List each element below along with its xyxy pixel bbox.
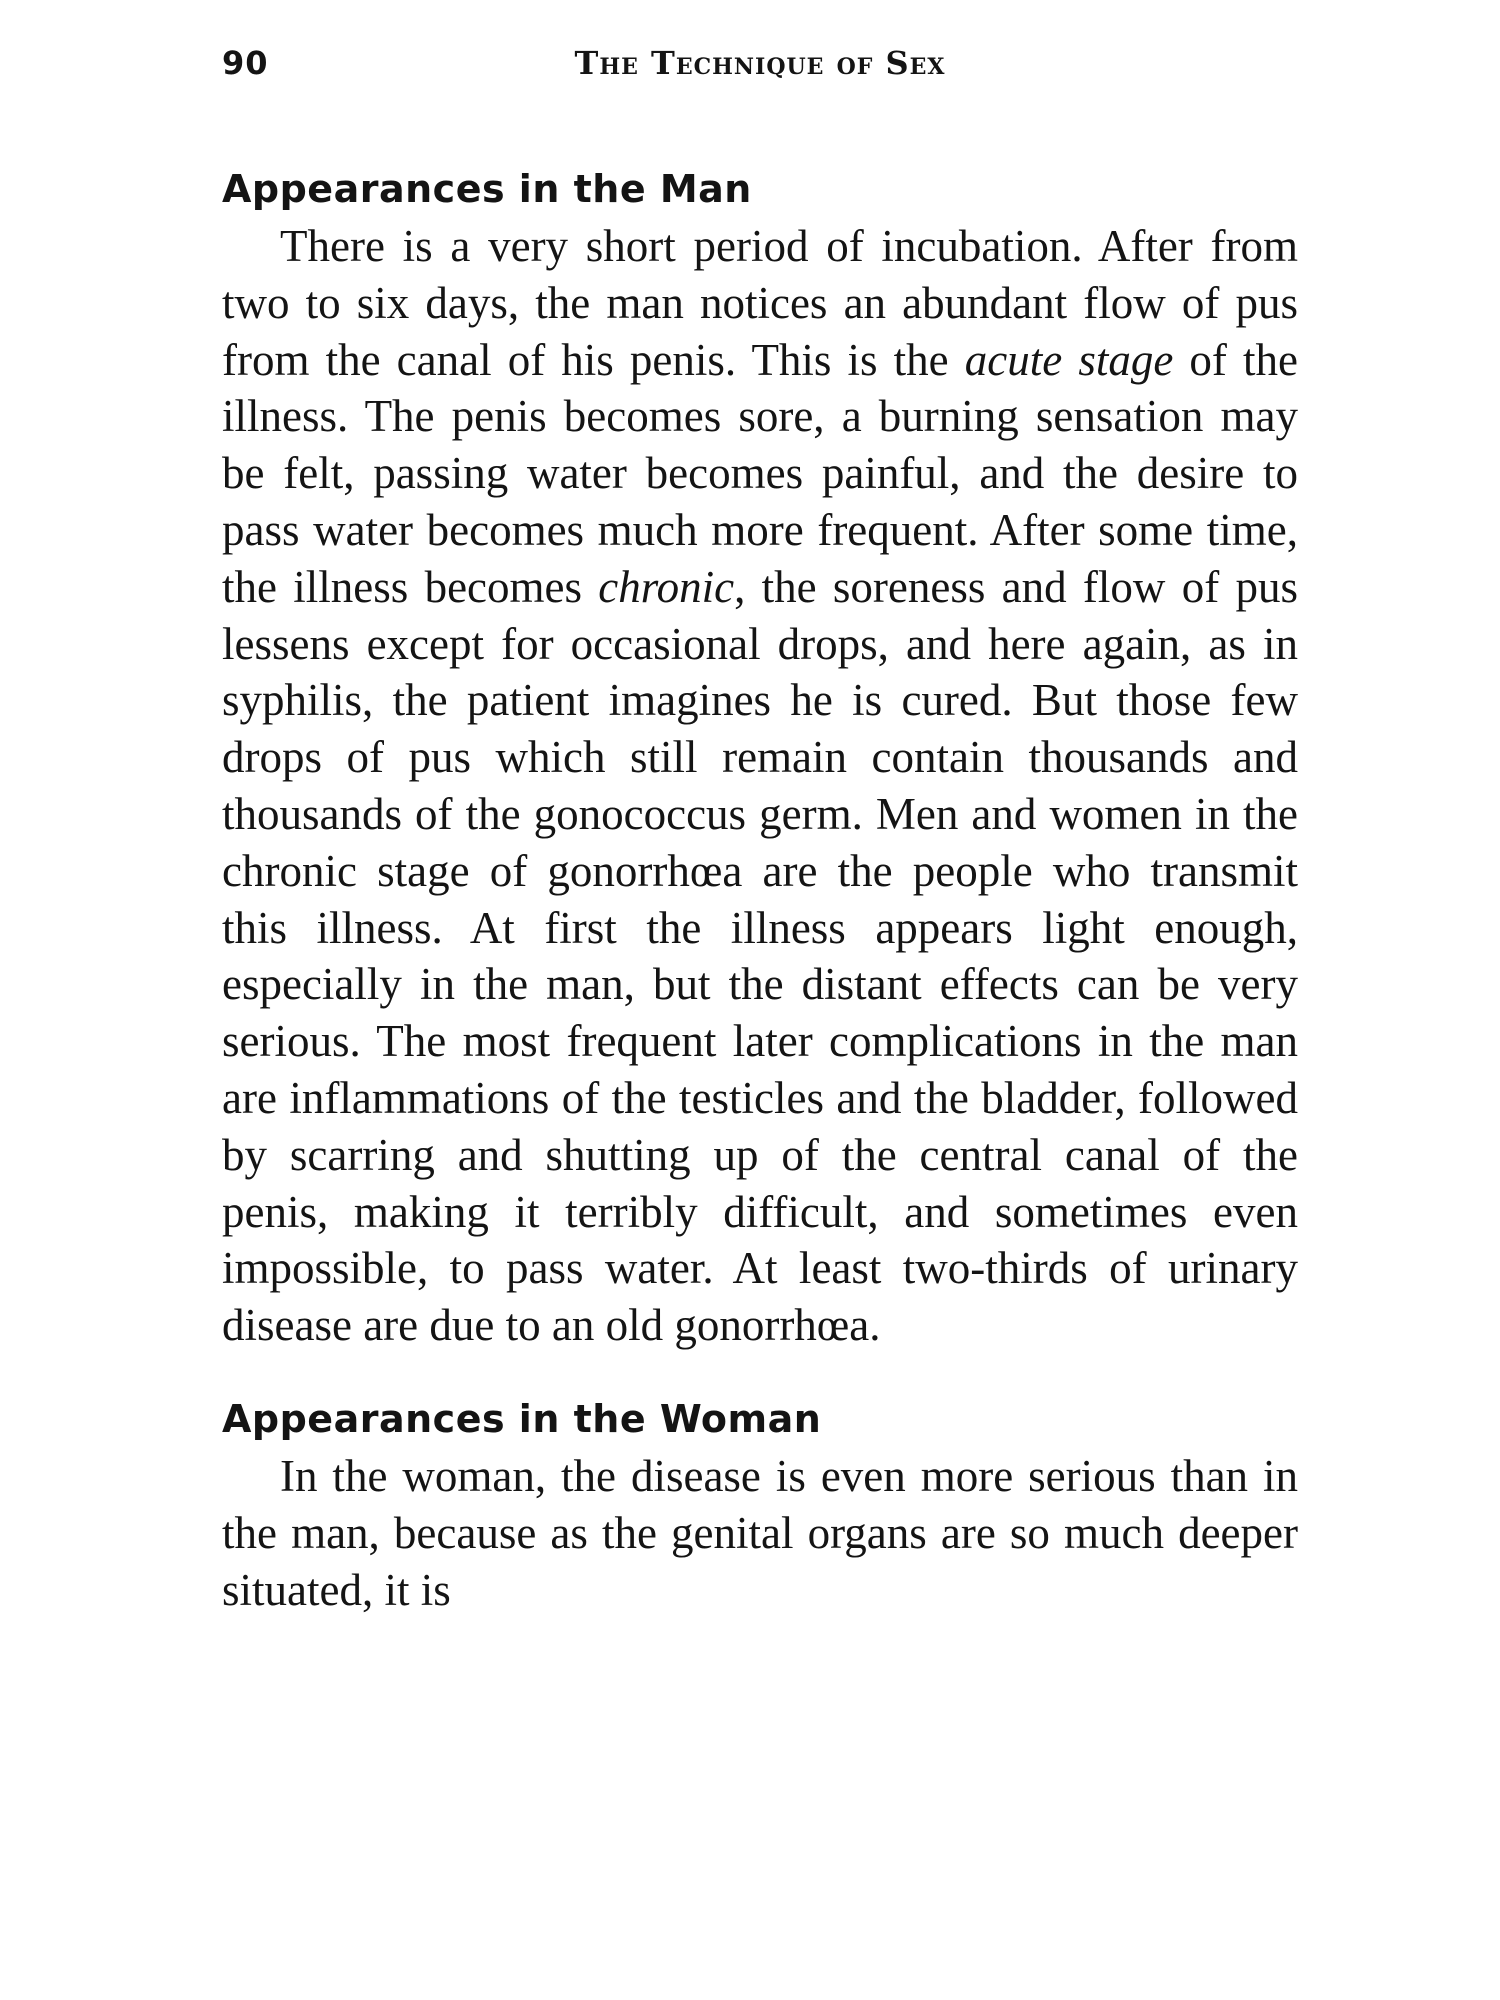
paragraph-woman <box>222 1448 1298 1618</box>
emphasis-acute-stage: acute stage <box>964 334 1174 385</box>
section-woman <box>222 1394 1298 1618</box>
book-page <box>222 44 1298 1964</box>
paragraph-man <box>222 218 1298 1354</box>
running-head <box>222 44 1298 100</box>
emphasis-chronic: chronic <box>598 561 735 612</box>
text-segment: There is a very short period of incubation. After from two to six days, the man notices an abundant flow of pus from the canal of his penis. This is the <box>222 221 1298 385</box>
running-title: The Technique of Sex <box>574 44 946 82</box>
text-segment: , the soreness and flow of pus lessens except for occasional drops, and here again, as in syphilis, the patient imagines he is cured. But those few drops of pus which still remain contain thousands and thousands of the gonococcus germ. Men and women in the chronic stage of gonorrhœa are the people who transmit this illness. At first the illness appears light enough, especially in the man, but the distant effects can be very serious. The most frequent later complications in the man are inflammations of the testicles and the bladder, followed by scarring and shutting up of the central canal of the penis, making it terribly difficult, and sometimes even impossible, to pass water. At least two-thirds of urinary disease are due to an old gonorrhœa. <box>222 561 1298 1351</box>
text-segment: In the woman, the disease is even more serious than in the man, because as the genital organs are so much deeper situated, it is <box>222 1450 1298 1615</box>
page-number: 90 <box>222 44 269 82</box>
section-heading-man: Appearances in the Man <box>222 167 752 211</box>
text-segment: of the illness. The penis becomes sore, a burning sensation may be felt, passing water becomes painful, and the desire to pass water becomes much more frequent. After some time, the illness becomes <box>222 334 1298 612</box>
section-man <box>222 164 1298 1354</box>
section-heading-woman: Appearances in the Woman <box>222 1396 822 1441</box>
